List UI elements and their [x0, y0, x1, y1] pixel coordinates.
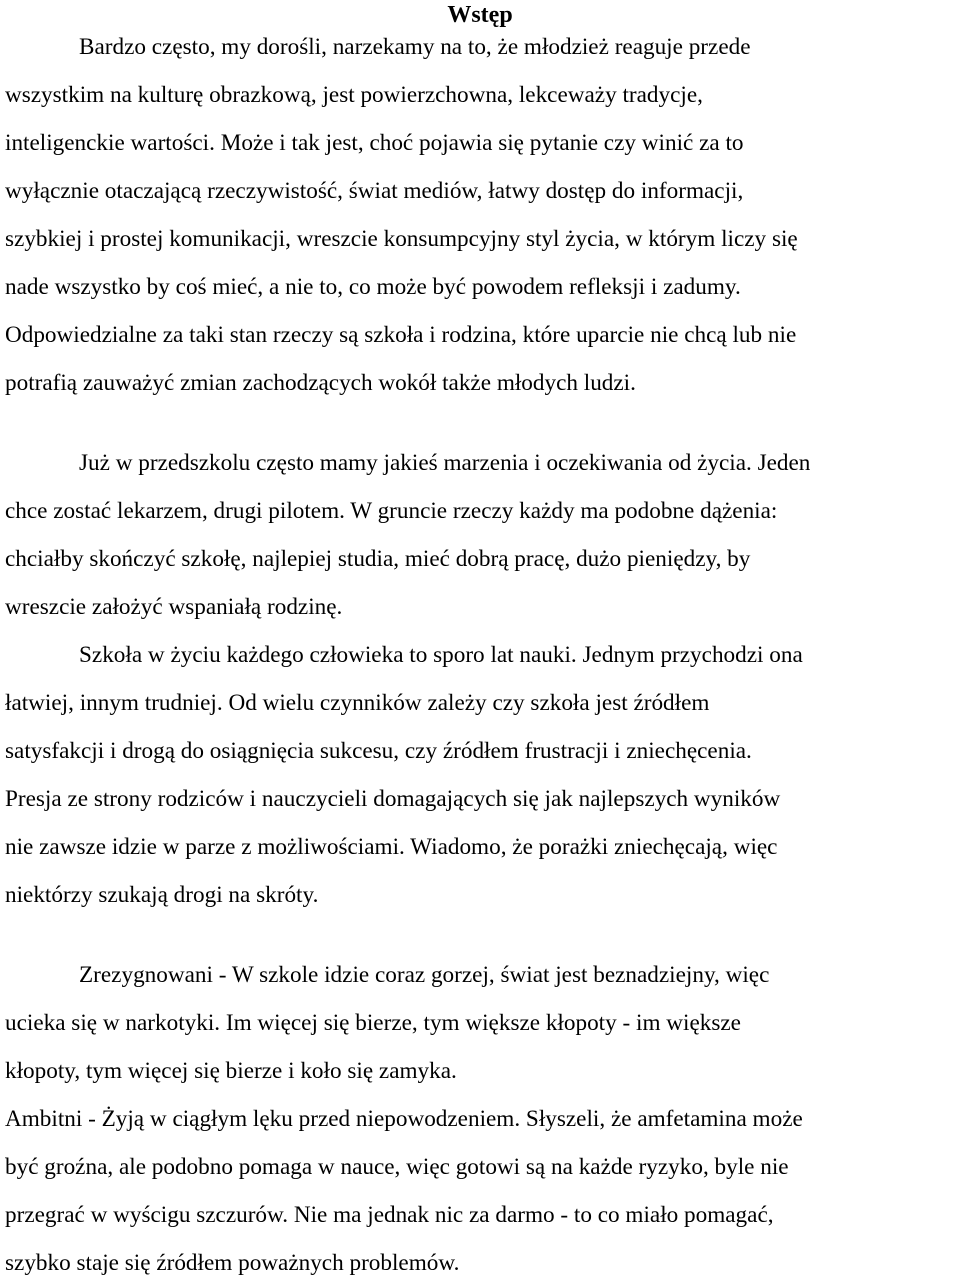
text-line: być groźna, ale podobno pomaga w nauce, więc gotowi są na każde ryzyko, byle nie [5, 1154, 789, 1180]
text-line: Szkoła w życiu każdego człowieka to sporo lat nauki. Jednym przychodzi ona [79, 642, 803, 668]
text-line: Już w przedszkolu często mamy jakieś marzenia i oczekiwania od życia. Jeden [79, 450, 811, 476]
text-line: Presja ze strony rodziców i nauczycieli domagających się jak najlepszych wyników [5, 786, 781, 812]
text-line: potrafią zauważyć zmian zachodzących wokół także młodych ludzi. [5, 370, 636, 396]
text-line: ucieka się w narkotyki. Im więcej się bierze, tym większe kłopoty - im większe [5, 1010, 741, 1036]
text-line: szybkiej i prostej komunikacji, wreszcie konsumpcyjny styl życia, w którym liczy się [5, 226, 798, 252]
document-title: Wstęp [447, 2, 513, 28]
text-line: nade wszystko by coś mieć, a nie to, co może być powodem refleksji i zadumy. [5, 274, 741, 300]
text-line: Zrezygnowani - W szkole idzie coraz gorzej, świat jest beznadziejny, więc [79, 962, 770, 988]
text-line: nie zawsze idzie w parze z możliwościami. Wiadomo, że porażki zniechęcają, więc [5, 834, 778, 860]
text-line: kłopoty, tym więcej się bierze i koło się zamyka. [5, 1058, 457, 1084]
text-line: przegrać w wyścigu szczurów. Nie ma jednak nic za darmo - to co miało pomagać, [5, 1202, 774, 1228]
text-line: Bardzo często, my dorośli, narzekamy na to, że młodzież reaguje przede [79, 34, 751, 60]
text-line: łatwiej, innym trudniej. Od wielu czynników zależy czy szkoła jest źródłem [5, 690, 710, 716]
text-line: wszystkim na kulturę obrazkową, jest powierzchowna, lekceważy tradycje, [5, 82, 703, 108]
text-line: Odpowiedzialne za taki stan rzeczy są szkoła i rodzina, które uparcie nie chcą lub nie [5, 322, 797, 348]
text-line: niektórzy szukają drogi na skróty. [5, 882, 319, 908]
text-line: szybko staje się źródłem poważnych problemów. [5, 1250, 460, 1276]
text-line: wreszcie założyć wspaniałą rodzinę. [5, 594, 343, 620]
text-line: chciałby skończyć szkołę, najlepiej studia, mieć dobrą pracę, dużo pieniędzy, by [5, 546, 751, 572]
text-line: inteligenckie wartości. Może i tak jest, choć pojawia się pytanie czy winić za to [5, 130, 744, 156]
text-line: wyłącznie otaczającą rzeczywistość, świat mediów, łatwy dostęp do informacji, [5, 178, 744, 204]
text-line: chce zostać lekarzem, drugi pilotem. W gruncie rzeczy każdy ma podobne dążenia: [5, 498, 778, 524]
text-line: Ambitni - Żyją w ciągłym lęku przed niepowodzeniem. Słyszeli, że amfetamina może [5, 1106, 803, 1132]
text-line: satysfakcji i drogą do osiągnięcia sukcesu, czy źródłem frustracji i zniechęcenia. [5, 738, 752, 764]
